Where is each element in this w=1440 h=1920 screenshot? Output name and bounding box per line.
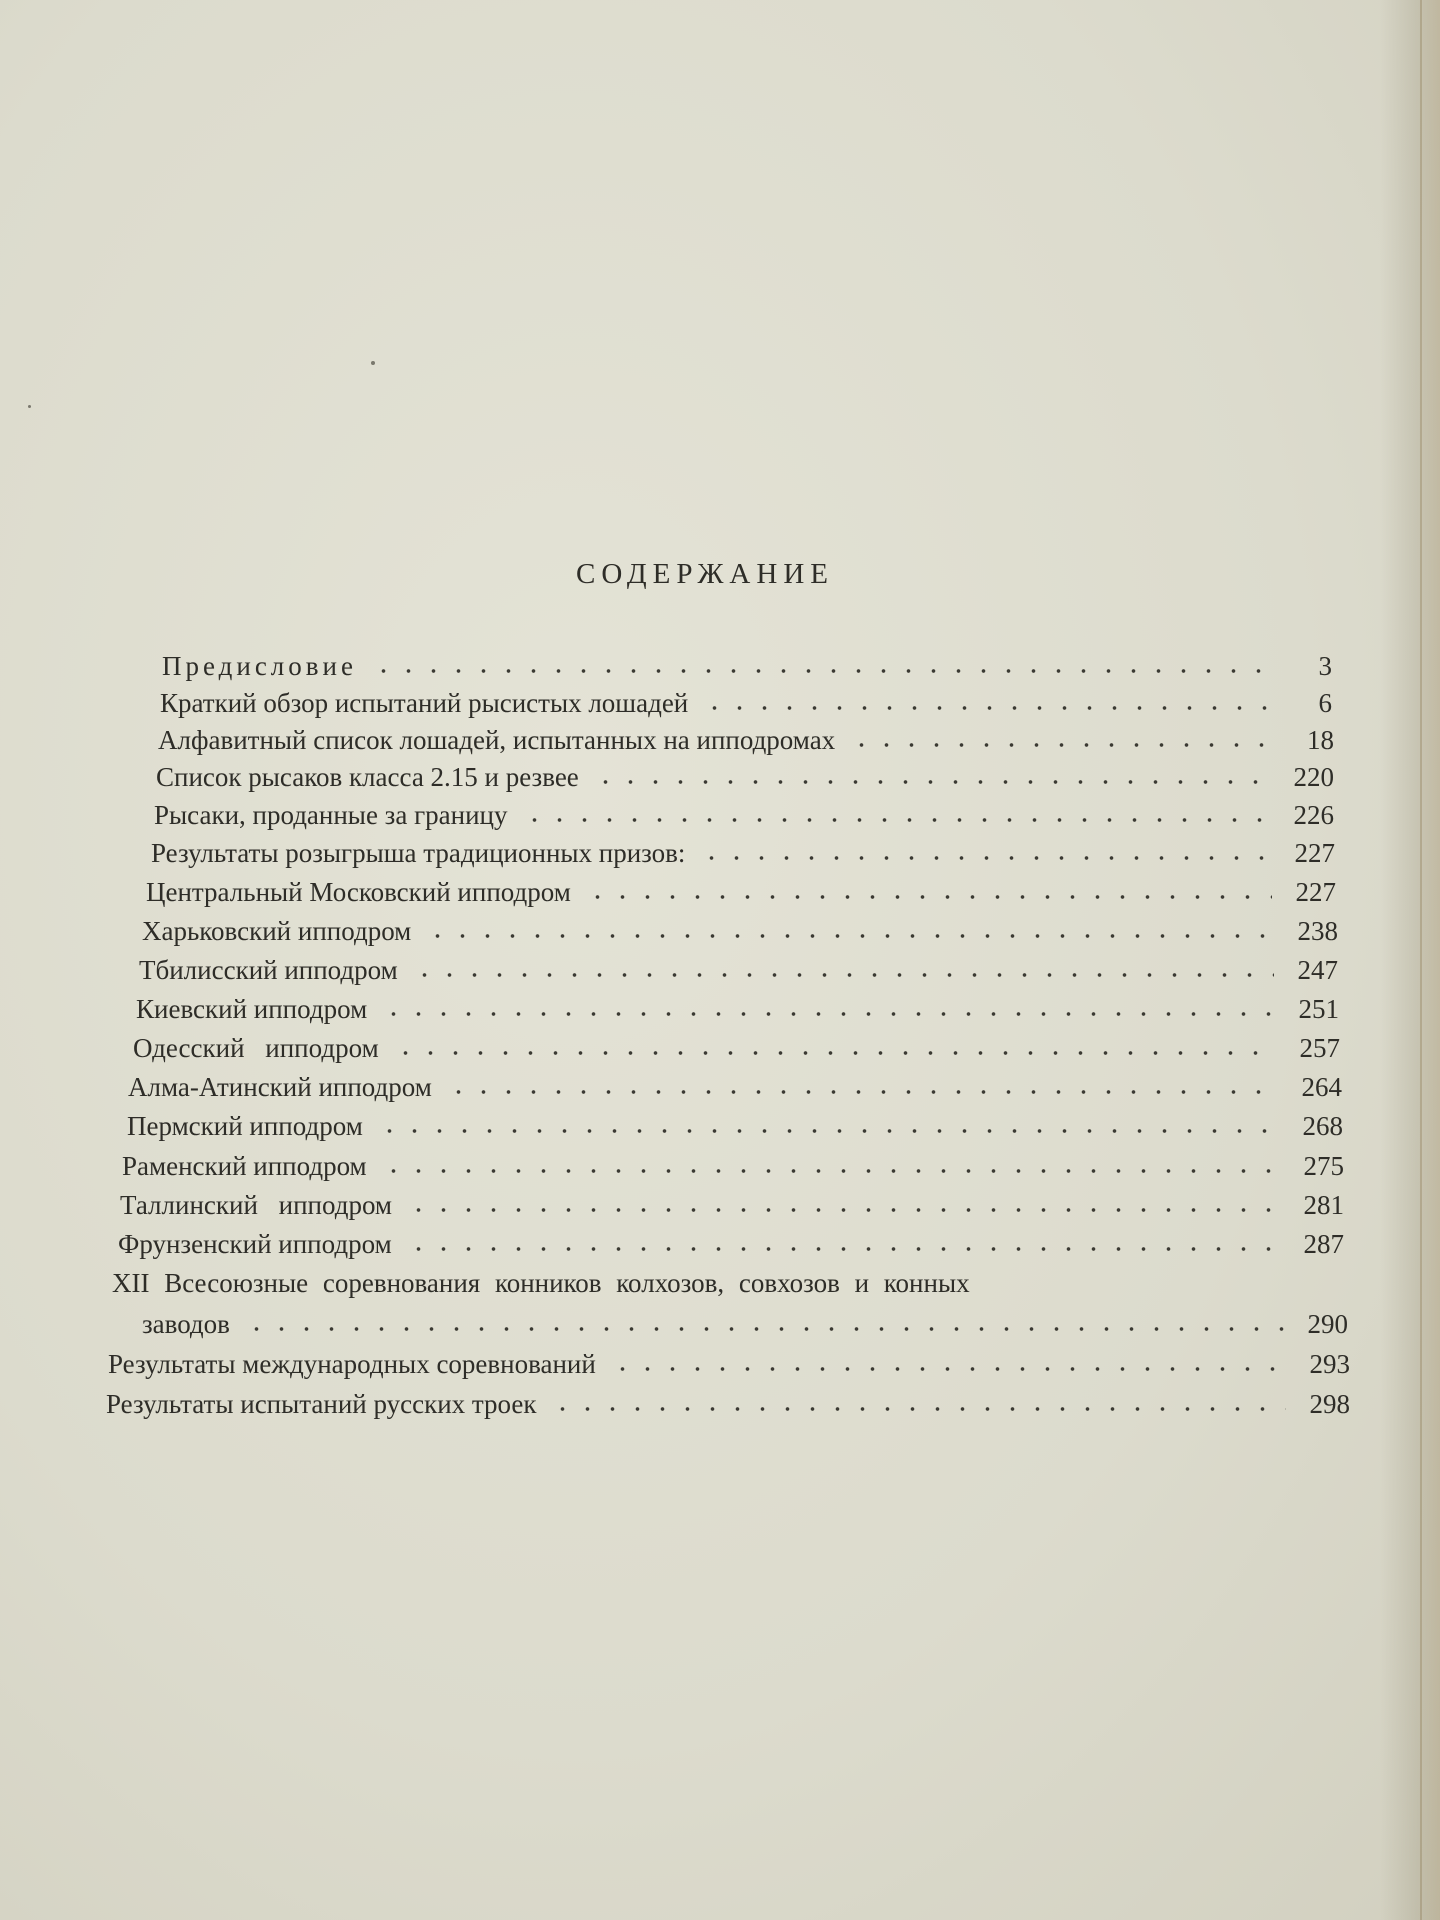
toc-leader-dots: [610, 1366, 1286, 1372]
toc-entry-page: 238: [1297, 916, 1338, 946]
toc-leader-dots: [702, 705, 1268, 711]
toc-entry-label: Харьковский ипподром: [142, 916, 412, 946]
toc-entry-label: Одесский ипподром: [133, 1033, 379, 1063]
toc-entry-page: 226: [1293, 800, 1334, 830]
toc-entry-page: 247: [1297, 955, 1338, 985]
toc-entry-label: Список рысаков класса 2.15 и резвее: [156, 762, 579, 792]
toc-entry-label: Краткий обзор испытаний рысистых лошадей: [160, 688, 689, 718]
toc-entry-page: 298: [1309, 1389, 1350, 1419]
toc-entry-page: 251: [1298, 994, 1339, 1024]
toc-entry-page: 293: [1309, 1349, 1350, 1379]
toc-leader-dots: [425, 933, 1274, 939]
toc-entry-label: Результаты розыгрыша традиционных призов:: [151, 838, 686, 868]
toc-entry: [106, 1384, 1350, 1420]
toc-entry-line2: [142, 1304, 1348, 1340]
toc-entry-label: Результаты испытаний русских троек: [106, 1389, 537, 1419]
toc-entry-label: Фрунзенский ипподром: [118, 1229, 392, 1259]
toc-leader-dots: [412, 972, 1274, 978]
toc-entry-label: Киевский ипподром: [136, 994, 368, 1024]
toc-entry-page: 6: [1318, 688, 1332, 718]
toc-leader-dots: [371, 668, 1268, 674]
toc-entry: [142, 911, 1338, 947]
toc-entry: [151, 833, 1335, 869]
toc-entry-page: 18: [1307, 725, 1334, 755]
toc-title: СОДЕРЖАНИЕ: [576, 558, 834, 590]
toc-entry-label: Результаты международных соревнований: [108, 1349, 596, 1379]
toc-entry: [139, 950, 1338, 986]
toc-entry-page: 268: [1302, 1111, 1343, 1141]
toc-entry: [136, 989, 1339, 1025]
toc-entry: [108, 1344, 1350, 1380]
toc-entry: [146, 872, 1336, 908]
toc-entry: [122, 1146, 1344, 1182]
toc-leader-dots: [406, 1207, 1280, 1213]
toc-entry: [158, 720, 1334, 756]
toc-entry-line1: [112, 1263, 1274, 1299]
toc-leader-dots: [244, 1326, 1284, 1332]
toc-entry-page: 3: [1318, 651, 1332, 681]
toc-entry-label: Центральный Московский ипподром: [146, 877, 571, 907]
toc-entry-page: 257: [1299, 1033, 1340, 1063]
toc-entry-label: Предисловие: [162, 651, 357, 681]
toc-entry-label: Пермский ипподром: [127, 1111, 363, 1141]
toc-leader-dots: [381, 1011, 1275, 1017]
toc-leader-dots: [585, 894, 1272, 900]
toc-entry: [120, 1185, 1344, 1221]
toc-entry-page: 220: [1293, 762, 1334, 792]
toc-leader-dots: [699, 855, 1271, 861]
toc-entry: [156, 757, 1334, 793]
toc-leader-dots: [381, 1168, 1280, 1174]
toc-entry-label: Раменский ипподром: [122, 1151, 367, 1181]
toc-leader-dots: [406, 1246, 1280, 1252]
toc-entry: [127, 1106, 1343, 1142]
toc-entry-page: 275: [1303, 1151, 1344, 1181]
toc-entry-label-continued: заводов: [142, 1309, 230, 1339]
toc-leader-dots: [446, 1089, 1278, 1095]
toc-entry: [118, 1224, 1344, 1260]
toc-entry-label: Алма-Атинский ипподром: [128, 1072, 432, 1102]
toc-leader-dots: [593, 779, 1270, 785]
toc-entry-page: 287: [1303, 1229, 1344, 1259]
toc-entry: [133, 1028, 1340, 1064]
toc-leader-dots: [377, 1128, 1279, 1134]
toc-leader-dots: [522, 817, 1271, 823]
toc-leader-dots: [550, 1406, 1286, 1412]
toc-entry: [128, 1067, 1342, 1103]
toc-entry-page: 281: [1303, 1190, 1344, 1220]
toc-entry-label: XII Всесоюзные соревнования конников колхозов, совхозов и конных: [112, 1268, 970, 1298]
toc-entry-label: Рысаки, проданные за границу: [154, 800, 508, 830]
toc-leader-dots: [849, 742, 1270, 748]
toc-leader-dots: [393, 1050, 1276, 1056]
toc-entry-page: 227: [1295, 877, 1336, 907]
toc-entry-label: Тбилисский ипподром: [139, 955, 398, 985]
toc-entry-page: 227: [1294, 838, 1335, 868]
toc-entry: [154, 795, 1334, 831]
toc-entry-page: 264: [1301, 1072, 1342, 1102]
toc-entry: [160, 683, 1332, 719]
toc-entry: [162, 646, 1332, 682]
toc-entry-label: Алфавитный список лошадей, испытанных на ипподромах: [158, 725, 836, 755]
toc-entry-page: 290: [1307, 1309, 1348, 1339]
toc-entry-label: Таллинский ипподром: [120, 1190, 393, 1220]
